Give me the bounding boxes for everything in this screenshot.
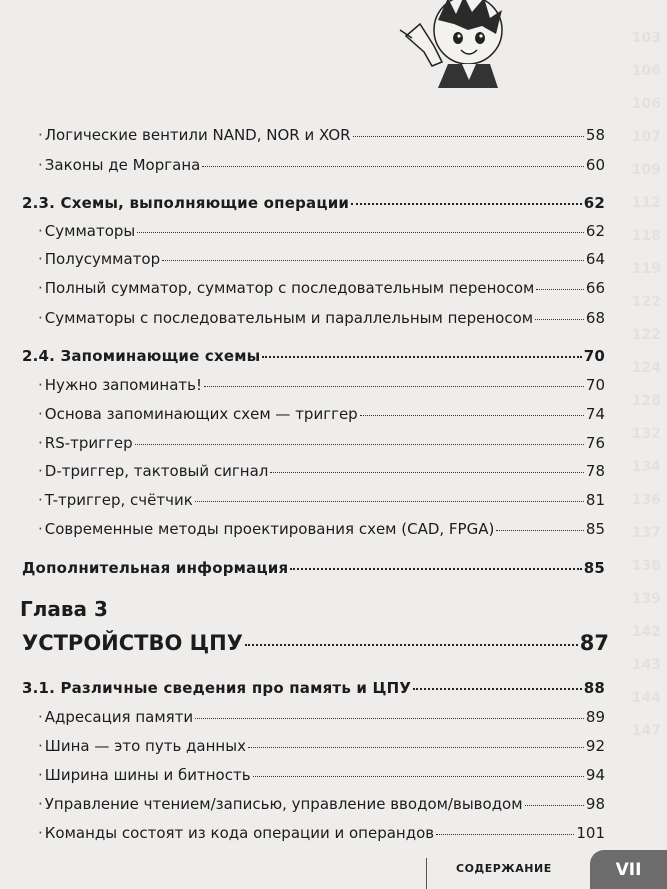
toc-entry-title: · RS-триггер: [38, 434, 133, 452]
toc-entry-page: 94: [585, 766, 605, 784]
bleed-through-mark: 132: [631, 426, 661, 442]
toc-entry-title: · Команды состоят из кода операции и операндов: [38, 824, 434, 842]
toc-entry: [38, 462, 605, 480]
dot-leader: [248, 747, 584, 748]
toc-entry-title: 3.1. Различные сведения про память и ЦПУ: [22, 679, 412, 697]
page-number-tab: VII: [590, 850, 667, 889]
toc-entry-page: 70: [583, 347, 605, 365]
bleed-through-mark: 122: [631, 294, 661, 310]
bleed-through-mark: 109: [631, 162, 661, 178]
toc-section: [22, 679, 605, 697]
toc-entry-title: · Ширина шины и битность: [38, 766, 251, 784]
toc-entry: [38, 766, 605, 784]
toc-entry: [38, 434, 605, 452]
dot-leader: [413, 688, 582, 690]
toc-entry: [38, 222, 605, 240]
toc-entry: [38, 795, 605, 813]
toc-entry: [38, 491, 605, 509]
bleed-through-mark: 107: [631, 129, 661, 145]
bleed-through-mark: 147: [631, 723, 661, 739]
toc-entry-title: · Нужно запоминать!: [38, 376, 202, 394]
bleed-through-mark: 106: [631, 63, 661, 79]
toc-entry-title: 2.4. Запоминающие схемы: [22, 347, 261, 365]
dot-leader: [270, 472, 584, 473]
toc-entry: [38, 279, 605, 297]
dot-leader: [137, 232, 584, 233]
toc-entry: [38, 824, 605, 842]
mascot-illustration: [398, 0, 514, 88]
dot-leader: [202, 166, 584, 167]
bleed-through-mark: 144: [631, 690, 661, 706]
toc-entry-page: 85: [583, 559, 605, 577]
bleed-through-mark: 112: [631, 195, 661, 211]
dot-leader: [262, 356, 581, 358]
toc-entry-page: 76: [585, 434, 605, 452]
toc-entry-page: 58: [585, 126, 605, 144]
dot-leader: [436, 834, 574, 835]
toc-entry: [38, 126, 605, 144]
footer-section-title: СОДЕРЖАНИЕ: [456, 862, 552, 875]
toc-entry: [38, 708, 605, 726]
dot-leader: [536, 289, 584, 290]
toc-entry-page: 62: [583, 194, 605, 212]
toc-entry: [38, 309, 605, 327]
toc-entry: [38, 156, 605, 174]
bleed-through-mark: 122: [631, 327, 661, 343]
dot-leader: [360, 415, 584, 416]
toc-entry: [38, 405, 605, 423]
toc-entry-page: 64: [585, 250, 605, 268]
toc-entry-page: 60: [585, 156, 605, 174]
dot-leader: [162, 260, 584, 261]
toc-entry-title: · Современные методы проектирования схем (CAD, FPGA): [38, 520, 494, 538]
toc-entry-title: · Логические вентили NAND, NOR и XOR: [38, 126, 351, 144]
bleed-through-mark: 139: [631, 591, 661, 607]
toc-entry-title: Дополнительная информация: [22, 559, 289, 577]
dot-leader: [135, 444, 584, 445]
chapter-label: Глава 3: [20, 597, 108, 621]
dot-leader: [351, 203, 582, 205]
toc-entry-page: 88: [583, 679, 605, 697]
toc-entry-page: 92: [585, 737, 605, 755]
footer-divider: [426, 858, 427, 889]
toc-entry-title: · Сумматоры: [38, 222, 135, 240]
dot-leader: [195, 718, 584, 719]
dot-leader: [535, 319, 584, 320]
bleed-through-mark: 106: [631, 96, 661, 112]
toc-entry-page: 66: [585, 279, 605, 297]
toc-entry-title: · Управление чтением/записью, управление вводом/выводом: [38, 795, 523, 813]
bleed-through-mark: 137: [631, 525, 661, 541]
toc-entry-page: 78: [585, 462, 605, 480]
dot-leader: [245, 644, 578, 646]
bleed-through-mark: 134: [631, 459, 661, 475]
toc-entry-title: · Полусумматор: [38, 250, 160, 268]
toc-entry: [38, 250, 605, 268]
dot-leader: [253, 776, 584, 777]
toc-entry-title: · T-триггер, счётчик: [38, 491, 193, 509]
bleed-through-mark: 124: [631, 360, 661, 376]
dot-leader: [204, 386, 584, 387]
toc-chapter: [22, 631, 609, 655]
toc-section: [22, 194, 605, 212]
toc-entry-title: · Адресация памяти: [38, 708, 193, 726]
dot-leader: [290, 568, 581, 570]
toc-entry-page: 62: [585, 222, 605, 240]
toc-entry-page: 74: [585, 405, 605, 423]
bleed-through-mark: 119: [631, 261, 661, 277]
toc-entry-page: 81: [585, 491, 605, 509]
bleed-through-mark: 142: [631, 624, 661, 640]
toc-entry-title: · Сумматоры с последовательным и параллельным переносом: [38, 309, 533, 327]
toc-entry-title: · Основа запоминающих схем — триггер: [38, 405, 358, 423]
toc-entry-page: 87: [579, 631, 609, 655]
toc-entry-page: 101: [576, 824, 605, 842]
bleed-through-mark: 118: [631, 228, 661, 244]
toc-entry: [38, 376, 605, 394]
toc-entry-page: 68: [585, 309, 605, 327]
bleed-through-mark: 103: [631, 30, 661, 46]
dot-leader: [496, 530, 584, 531]
toc-entry-title: · D-триггер, тактовый сигнал: [38, 462, 268, 480]
dot-leader: [195, 501, 584, 502]
toc-entry-page: 89: [585, 708, 605, 726]
bleed-through-mark: 143: [631, 657, 661, 673]
toc-entry-page: 98: [585, 795, 605, 813]
toc-entry: [38, 737, 605, 755]
bleed-through-mark: 128: [631, 393, 661, 409]
dot-leader: [353, 136, 584, 137]
toc-entry-page: 85: [585, 520, 605, 538]
bleed-through-mark: 136: [631, 492, 661, 508]
toc-entry-title: · Законы де Моргана: [38, 156, 200, 174]
dot-leader: [525, 805, 584, 806]
bleed-through-mark: 138: [631, 558, 661, 574]
toc-entry-page: 70: [585, 376, 605, 394]
toc-entry: [38, 520, 605, 538]
toc-entry-title: 2.3. Схемы, выполняющие операции: [22, 194, 350, 212]
toc-entry-title: · Шина — это путь данных: [38, 737, 246, 755]
toc-entry-title: · Полный сумматор, сумматор с последовательным переносом: [38, 279, 534, 297]
toc-section: [22, 559, 605, 577]
toc-section: [22, 347, 605, 365]
toc-entry-title: УСТРОЙСТВО ЦПУ: [22, 631, 243, 655]
